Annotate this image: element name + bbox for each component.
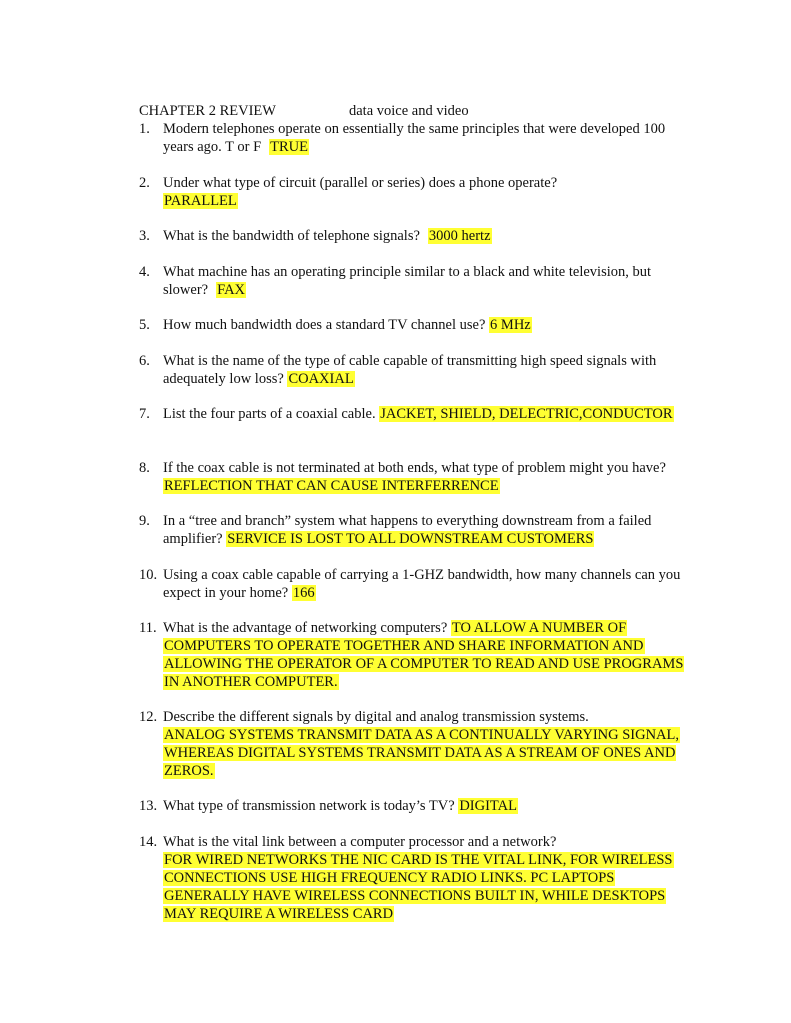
question-text: What type of transmission network is today’s TV? xyxy=(163,798,455,814)
question-text: What is the advantage of networking computers? xyxy=(163,620,448,636)
question-number: 10. xyxy=(139,567,158,583)
question-item-13 xyxy=(139,798,684,816)
question-number: 2. xyxy=(139,175,150,191)
answer-highlight: FAX xyxy=(217,281,246,298)
document-header xyxy=(139,103,469,120)
question-item-14 xyxy=(139,834,684,924)
answer-highlight: 3000 hertz xyxy=(428,228,491,244)
question-text: In a “tree and branch” system what happens to everything downstream from a failed amplifier? xyxy=(163,513,652,547)
question-text: How much bandwidth does a standard TV channel use? xyxy=(163,317,486,333)
question-item-4 xyxy=(139,264,684,300)
question-item-3 xyxy=(139,228,684,246)
question-number: 5. xyxy=(139,317,150,333)
question-item-7 xyxy=(139,406,684,424)
question-item-11 xyxy=(139,620,684,692)
answer-highlight: DIGITAL xyxy=(459,798,517,814)
question-text: What is the name of the type of cable capable of transmitting high speed signals with adequately low loss? xyxy=(163,353,657,387)
answer-highlight: REFLECTION THAT CAN CAUSE INTERFERRENCE xyxy=(164,477,499,494)
question-number: 4. xyxy=(139,264,150,280)
answer-highlight: 166 xyxy=(292,584,315,601)
question-number: 13. xyxy=(139,798,158,814)
question-text: What machine has an operating principle similar to a black and white television, but slower? xyxy=(163,264,652,298)
question-number: 6. xyxy=(139,353,150,369)
answer-highlight: SERVICE IS LOST TO ALL DOWNSTREAM CUSTOMERS xyxy=(227,530,594,547)
page-title: CHAPTER 2 REVIEW xyxy=(139,103,276,119)
question-text: List the four parts of a coaxial cable. xyxy=(163,406,376,422)
question-text: If the coax cable is not terminated at both ends, what type of problem might you have? xyxy=(163,460,666,476)
answer-highlight: TO ALLOW A NUMBER OF COMPUTERS TO OPERATE TOGETHER AND SHARE INFORMATION AND ALLOWING THE OPERATOR OF A COMPUTER TO READ AND USE PROGRAMS IN ANOTHER COMPUTER. xyxy=(164,620,684,690)
answer-highlight: PARALLEL xyxy=(164,192,237,209)
page-subtitle: data voice and video xyxy=(349,103,469,119)
question-item-6 xyxy=(139,353,684,389)
question-number: 12. xyxy=(139,709,158,725)
question-number: 3. xyxy=(139,228,150,244)
question-text: Describe the different signals by digital and analog transmission systems. xyxy=(163,709,589,725)
question-number: 11. xyxy=(139,620,157,636)
question-item-2 xyxy=(139,175,684,211)
answer-highlight: JACKET, SHIELD, DELECTRIC,CONDUCTOR xyxy=(380,406,673,422)
question-item-1 xyxy=(139,121,684,157)
question-item-8 xyxy=(139,460,684,496)
question-item-10 xyxy=(139,567,684,603)
question-item-9 xyxy=(139,513,684,549)
answer-highlight: 6 MHz xyxy=(490,317,531,333)
question-item-12 xyxy=(139,709,684,781)
question-number: 14. xyxy=(139,834,158,850)
question-number: 8. xyxy=(139,460,150,476)
question-item-5 xyxy=(139,317,684,335)
question-text: What is the vital link between a computer processor and a network? xyxy=(163,834,557,850)
answer-highlight: TRUE xyxy=(270,138,308,155)
question-text: Modern telephones operate on essentially the same principles that were developed 100 years ago. T or F xyxy=(163,121,666,155)
question-number: 9. xyxy=(139,513,150,529)
answer-highlight: COAXIAL xyxy=(288,370,354,387)
answer-highlight: FOR WIRED NETWORKS THE NIC CARD IS THE VITAL LINK, FOR WIRELESS CONNECTIONS USE HIGH FREQUENCY RADIO LINKS. PC LAPTOPS GENERALLY HAVE WIRELESS CONNECTIONS BUILT IN, WHILE DESKTOPS MAY REQUIRE A WIRELESS CARD xyxy=(164,851,673,922)
answer-highlight: ANALOG SYSTEMS TRANSMIT DATA AS A CONTINUALLY VARYING SIGNAL, WHEREAS DIGITAL SYSTEMS TRANSMIT DATA AS A STREAM OF ONES AND ZEROS. xyxy=(164,726,680,779)
question-text: What is the bandwidth of telephone signals? xyxy=(163,228,420,244)
question-text: Under what type of circuit (parallel or series) does a phone operate? xyxy=(163,175,558,191)
question-number: 1. xyxy=(139,121,150,137)
question-text: Using a coax cable capable of carrying a 1-GHZ bandwidth, how many channels can you expect in your home? xyxy=(163,567,681,601)
question-number: 7. xyxy=(139,406,150,422)
